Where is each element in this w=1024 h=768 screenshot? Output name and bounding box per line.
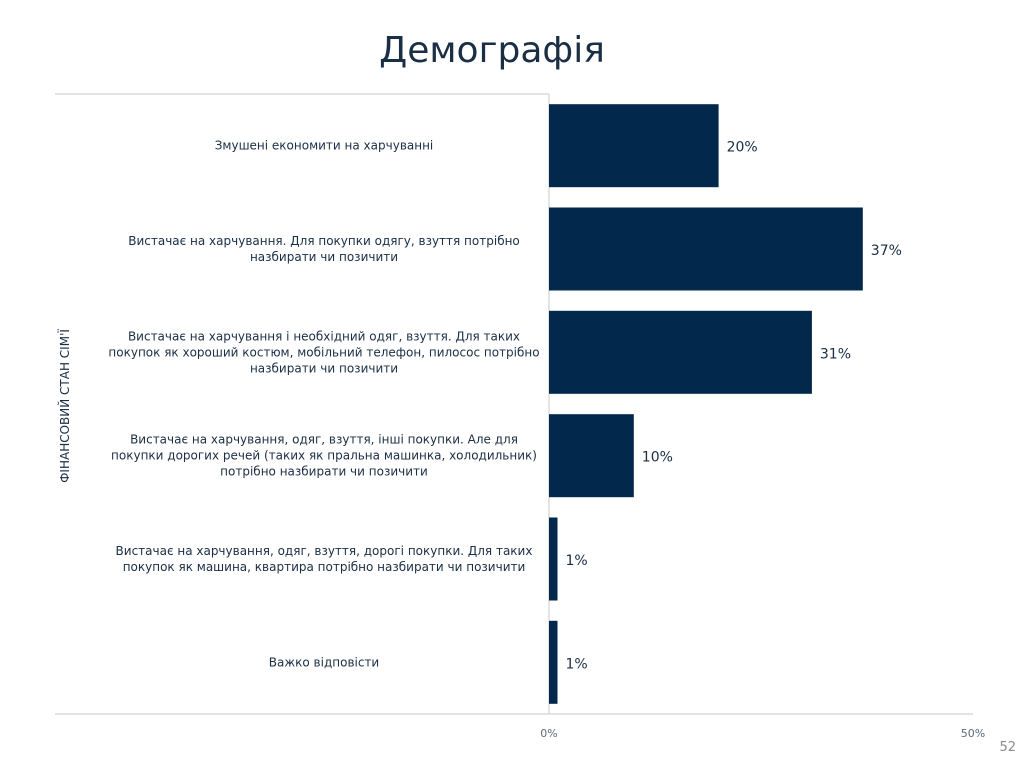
category-label (269, 655, 379, 669)
category-labels (108, 139, 539, 670)
chart-axes (55, 94, 973, 714)
category-label-line: Важко відповісти (268, 655, 380, 670)
data-label: 20% (726, 139, 758, 156)
page-title: Демографія (379, 30, 605, 71)
category-label-line: Вистачає на харчування, одяг, взуття, дорогі покупки. Для таких (115, 544, 533, 558)
category-label-line: Змушені економити на харчуванні (214, 138, 434, 153)
x-tick-labels (540, 727, 985, 740)
category-label-line: покупок як машина, квартира потрібно назбирати чи позичити (122, 560, 526, 574)
category-label (116, 544, 533, 574)
chart-bars (549, 104, 863, 704)
y-axis-label: ФІНАНСОВИЙ СТАН СІМ'Ї (58, 329, 72, 483)
category-label-line: потрібно назбирати чи позичити (220, 464, 428, 479)
bar (549, 104, 719, 187)
x-tick-label: 0% (540, 727, 558, 740)
data-label: 31% (819, 346, 852, 363)
bar (549, 208, 863, 291)
bar (549, 621, 558, 704)
data-label: 10% (641, 449, 673, 466)
category-label (128, 234, 520, 264)
category-label-line: покупок як хороший костюм, мобільний телефон, пилосос потрібно (108, 345, 540, 360)
data-label: 1% (565, 656, 588, 673)
data-label: 1% (565, 553, 588, 569)
page-number: 52 (999, 740, 1016, 755)
bar (549, 518, 558, 601)
category-label-line: Вистачає на харчування. Для покупки одягу, взуття потрібно (128, 234, 520, 248)
category-label (111, 433, 537, 479)
bar (549, 311, 812, 394)
category-label-line: покупки дорогих речей (таких як пральна машинка, холодильник) (111, 448, 537, 463)
data-label: 37% (870, 243, 902, 259)
category-label-line: Вистачає на харчування і необхідний одяг, взуття. Для таких (127, 329, 521, 344)
category-label-line: назбирати чи позичити (249, 250, 399, 264)
x-tick-label: 50% (960, 727, 986, 740)
category-label-line: назбирати чи позичити (249, 361, 399, 376)
category-label-line: Вистачає на харчування, одяг, взуття, інші покупки. Але для (130, 432, 518, 447)
bar (549, 414, 634, 497)
category-label (108, 329, 539, 375)
category-label (215, 139, 434, 153)
